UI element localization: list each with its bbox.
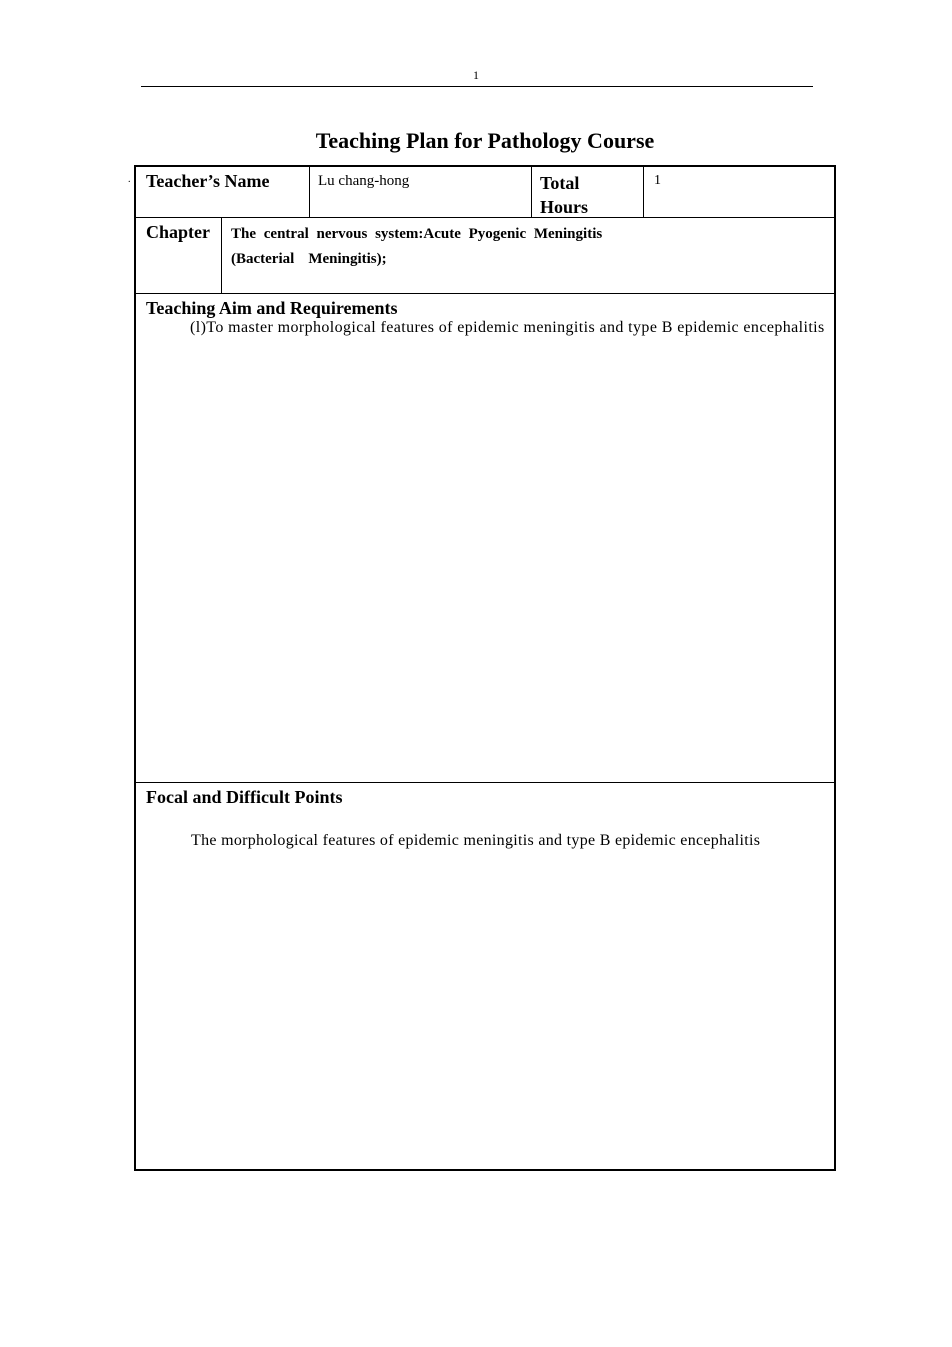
chapter-line-1: The central nervous system:Acute Pyogenic Meningitis <box>231 226 603 242</box>
focal-points-text: The morphological features of epidemic meningitis and type B epidemic encephalitis <box>191 832 761 849</box>
teaching-aim-section <box>136 294 834 783</box>
teacher-name-value: Lu chang-hong <box>310 167 532 217</box>
teaching-aim-text: (l)To master morphological features of epidemic meningitis and type B epidemic encephalitis <box>190 319 825 336</box>
focal-points-section <box>136 783 834 1169</box>
chapter-label: Chapter <box>136 218 222 293</box>
page-title: Teaching Plan for Pathology Course <box>315 128 655 153</box>
chapter-line-2-part-1: (Bacterial <box>231 251 295 267</box>
chapter-value <box>222 218 834 293</box>
total-hours-label <box>532 167 644 217</box>
total-hours-value: 1 <box>654 173 661 188</box>
teaching-plan-table <box>134 165 836 1171</box>
teaching-aim-heading: Teaching Aim and Requirements <box>146 298 398 318</box>
focal-points-heading: Focal and Difficult Points <box>146 787 343 807</box>
header-rule <box>141 86 813 87</box>
margin-mark: . <box>128 174 131 185</box>
total-hours-label-line2: Hours <box>540 197 589 217</box>
total-hours-label-line1: Total <box>540 173 580 193</box>
teacher-name-label: Teacher’s Name <box>136 167 310 217</box>
teacher-row <box>136 167 834 218</box>
chapter-line-2-part-2: Meningitis); <box>308 251 387 267</box>
chapter-row <box>136 218 834 294</box>
page-number: 1 <box>473 68 479 82</box>
chapter-line-2 <box>231 247 824 272</box>
